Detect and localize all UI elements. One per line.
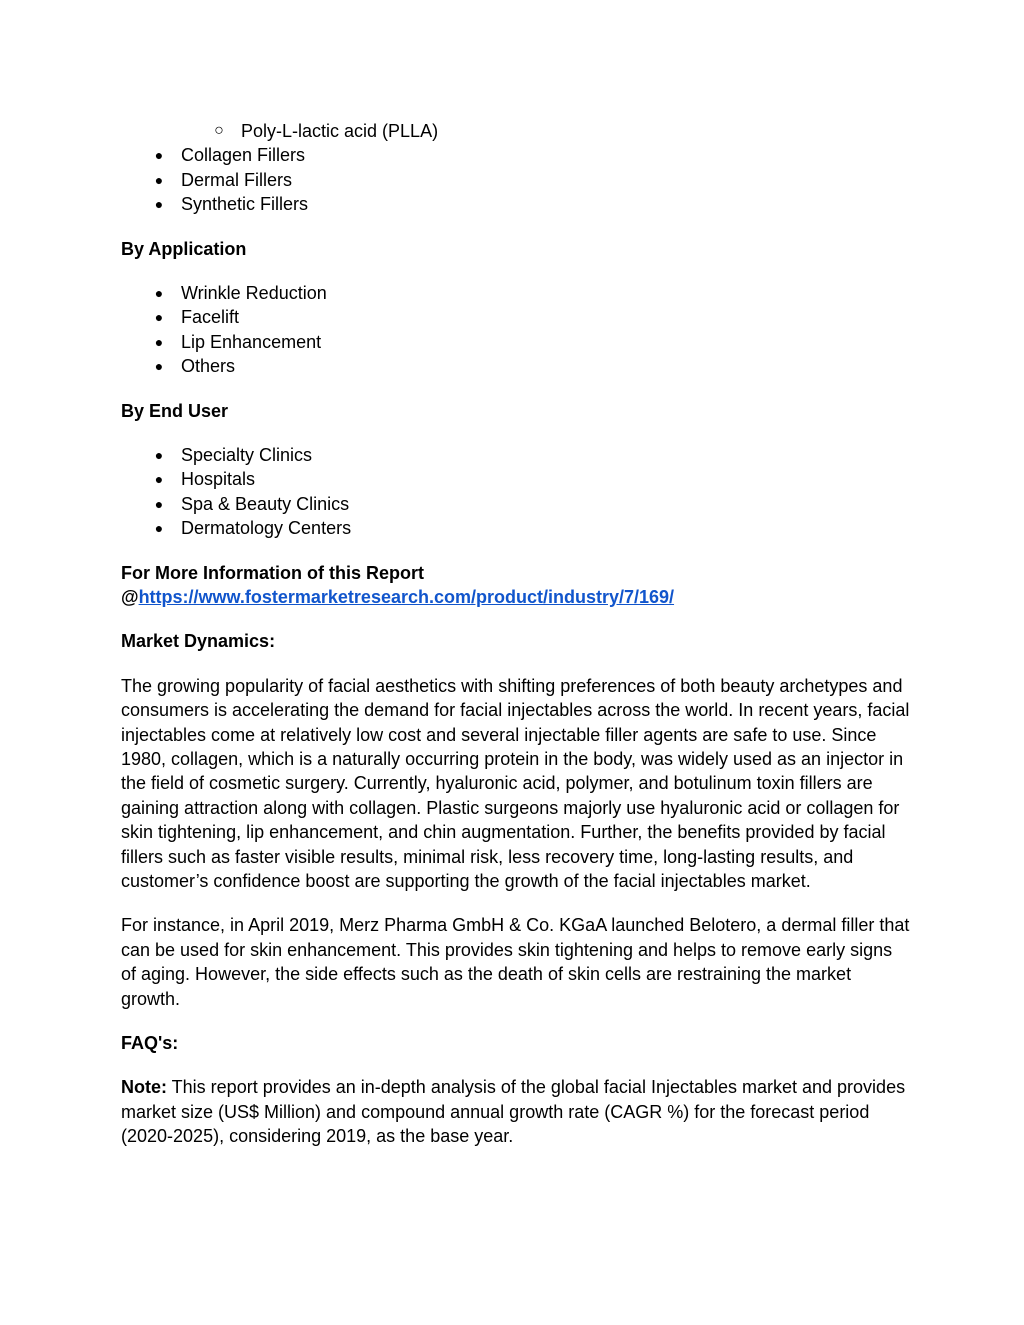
list-item (121, 492, 911, 516)
market-dynamics-paragraph-2: For instance, in April 2019, Merz Pharma GmbH & Co. KGaA launched Belotero, a dermal filler that can be used for skin enhancement. This provides skin tightening and helps to remove early signs of aging. However, the side effects such as the death of skin cells are restraining the market growth. (121, 915, 910, 1009)
filled-bullet-icon: ● (154, 284, 164, 301)
list-item (121, 305, 911, 329)
list-item-label: Synthetic Fillers (181, 194, 309, 215)
filled-bullet-icon: ● (154, 446, 164, 463)
list-item (121, 192, 911, 216)
filled-bullet-icon: ● (154, 520, 164, 537)
list-item (121, 281, 911, 305)
section-heading-application: By Application (121, 238, 247, 259)
list-item-label: Dermal Fillers (181, 169, 293, 190)
list-item (121, 354, 911, 378)
list-item-label: Spa & Beauty Clinics (181, 493, 350, 514)
list-item-label: Dermatology Centers (181, 518, 352, 539)
document-content (121, 119, 911, 1149)
list-item (121, 330, 911, 354)
list-item-label: Specialty Clinics (181, 444, 313, 465)
hollow-bullet-icon: ○ (214, 122, 224, 139)
application-list (121, 281, 911, 379)
note-label: Note: (121, 1077, 167, 1098)
end-user-list (121, 443, 911, 541)
filled-bullet-icon: ● (154, 358, 164, 375)
report-link[interactable]: https://www.fostermarketresearch.com/product/industry/7/169/ (138, 586, 675, 607)
list-item-label: Collagen Fillers (181, 145, 306, 166)
list-item-label: Others (181, 356, 236, 377)
filled-bullet-icon: ● (154, 333, 164, 350)
section-heading-market-dynamics: Market Dynamics: (121, 631, 276, 652)
section-heading-faq: FAQ's: (121, 1033, 179, 1053)
list-item-label: Lip Enhancement (181, 331, 322, 352)
filled-bullet-icon: ● (154, 471, 164, 488)
more-info-label: For More Information of this Report (121, 562, 424, 583)
market-dynamics-paragraph-1: The growing popularity of facial aesthetics with shifting preferences of both beauty archetypes and consumers is accelerating the demand for facial injectables across the world. In recent years, facial injectables come at relatively low cost and several injectable filler agents are safe to use. Since 1980, collagen, which is a naturally occurring protein in the body, was widely used as an injector in the field of cosmetic surgery. Currently, hyaluronic acid, polymer, and botulinum toxin fillers are gaining attraction along with collagen. Plastic surgeons majorly use hyaluronic acid or collagen for skin tightening, lip enhancement, and chin augmentation. Further, the benefits provided by facial fillers such as faster visible results, minimal risk, less recovery time, long-lasting results, and customer’s confidence boost are supporting the growth of the facial injectables market. (121, 675, 910, 891)
list-item (121, 168, 911, 192)
list-item (121, 443, 911, 467)
note-paragraph (121, 1075, 911, 1148)
list-item-label: Facelift (181, 307, 240, 328)
list-item (121, 516, 911, 540)
list-item (121, 143, 911, 167)
note-text: This report provides an in-depth analysis of the global facial Injectables market and provides market size (US$ Million) and compound annual growth rate (CAGR %) for the forecast period (2020-2025), considering 2019, as the base year. (121, 1077, 906, 1147)
list-item-sub (121, 119, 911, 143)
filled-bullet-icon: ● (154, 495, 164, 512)
product-type-list (121, 119, 911, 217)
list-item (121, 467, 911, 491)
list-item-label: Poly-L-lactic acid (PLLA) (241, 121, 439, 141)
filled-bullet-icon: ● (154, 147, 164, 164)
list-item-label: Hospitals (181, 469, 256, 490)
more-info-link-line (121, 585, 911, 609)
filled-bullet-icon: ● (154, 196, 164, 213)
filled-bullet-icon: ● (154, 309, 164, 326)
section-heading-end-user: By End User (121, 400, 229, 421)
list-item-label: Wrinkle Reduction (181, 282, 327, 303)
filled-bullet-icon: ● (154, 171, 164, 188)
at-symbol: @ (121, 586, 139, 607)
